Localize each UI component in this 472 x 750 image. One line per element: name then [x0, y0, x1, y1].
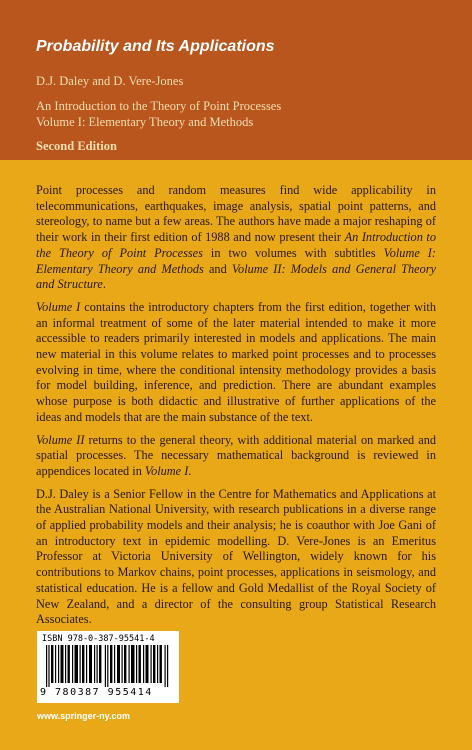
italic-volume-two-title: Volume II: Models and General Theory and Structure [36, 261, 436, 292]
italic-volume-two: Volume II [36, 432, 85, 447]
isbn-barcode [37, 631, 179, 703]
text-run: . [102, 277, 106, 292]
text-run: in two volumes with subtitles [202, 245, 384, 260]
text-run: . [188, 463, 192, 478]
paragraph-volume-two [36, 433, 436, 480]
italic-volume-one: Volume I [144, 463, 189, 478]
publisher-website: www.springer-ny.com [37, 711, 131, 721]
barcode-bars [46, 645, 170, 687]
text-run: Point processes and random measures find wide applicability in telecommunications, earthquakes, image analysis, spatial point patterns, and stereology, to name but a few areas. The authors have made a major reshaping of their work in their first edition of 1988 and now present their [36, 183, 436, 245]
barcode-digits: 9 780387 955414 [40, 687, 153, 698]
series-title: Probability and Its Applications [36, 38, 275, 55]
edition-label: Second Edition [36, 139, 117, 153]
isbn-number: ISBN 978-0-387-95541-4 [42, 634, 155, 644]
italic-book-title: An Introduction to the Theory of Point Processes [36, 230, 436, 260]
back-cover-text [36, 183, 436, 635]
text-run: returns to the general theory, with additional material on marked and spatial processes. The necessary mathematical background is reviewed in appendices located in [36, 432, 436, 478]
book-subtitle: Volume I: Elementary Theory and Methods [36, 115, 254, 129]
paragraph-author-bios: D.J. Daley is a Senior Fellow in the Centre for Mathematics and Applications at the Australian National University, with research publications in a diverse range of applied probability models and their analysis; he is coauthor with Joe Gani of an introductory text in epidemic modelling. D. Vere-Jones is an Emeritus Professor at Victoria University of Wellington, widely known for his contributions to Markov chains, point processes, applications in seismology, and statistical education. He is a fellow and Gold Medallist of the Royal Society of New Zealand, and a director of the consulting group Statistical Research Associates. [36, 486, 436, 627]
italic-volume-one: Volume I [36, 299, 81, 314]
text-run: and [203, 261, 232, 276]
italic-volume-one-title: Volume I: Elementary Theory and Methods [36, 245, 436, 276]
paragraph-volume-one [36, 300, 436, 426]
header-band [0, 0, 472, 160]
book-title: An Introduction to the Theory of Point Processes [36, 99, 282, 113]
paragraph-overview [36, 183, 436, 293]
book-authors: D.J. Daley and D. Vere-Jones [36, 74, 184, 88]
text-run: contains the introductory chapters from the first edition, together with an informal treatment of some of the later material intended to make it more accessible to readers primarily interested in models and applications. The main new material in this volume relates to marked point processes and to processes evolving in time, where the conditional intensity methodology provides a basis for model building, inference, and prediction. There are abundant examples whose purpose is both didactic and illustrative of further applications of the ideas and models that are the main substance of the text. [36, 299, 436, 424]
